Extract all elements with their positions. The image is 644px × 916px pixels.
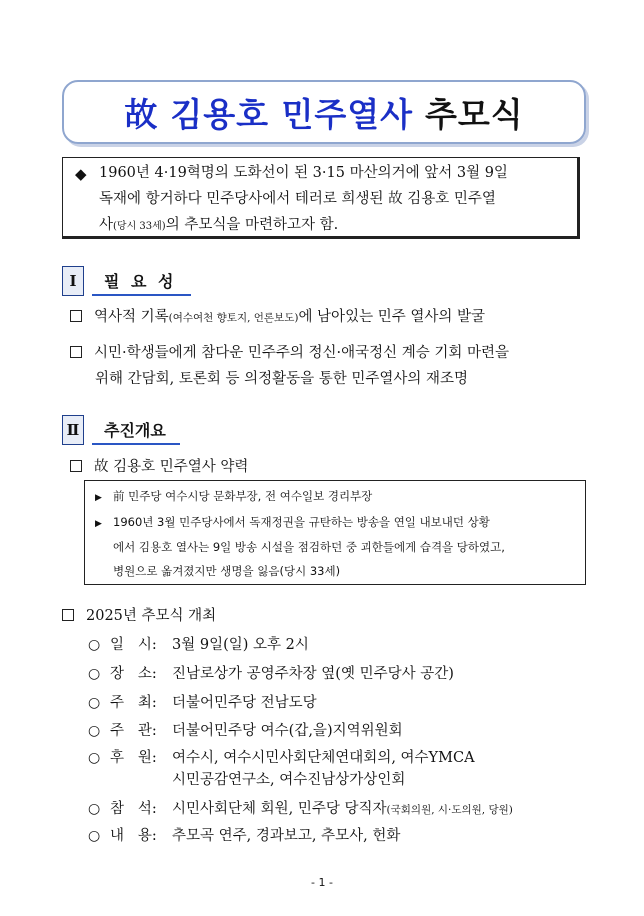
summary-line-3: 사(당시 33세)의 추모식을 마련하고자 함. — [99, 217, 339, 233]
section-2-number: Ⅱ — [62, 415, 84, 445]
circle-icon: ○ — [88, 723, 101, 739]
diamond-icon: ◆ — [75, 165, 87, 183]
circle-icon: ○ — [88, 828, 101, 844]
event-item-sponsor-cont: 시민공감연구소, 여수진남상가상인회 — [172, 772, 406, 788]
checkbox-icon — [70, 346, 82, 358]
document-title — [62, 80, 586, 144]
section-1-header — [62, 266, 191, 296]
event-item-organizer: ○ 주 관: 더불어민주당 여수(갑,을)지역위원회 — [88, 723, 403, 739]
title-name: 김용호 민주열사 — [170, 94, 413, 134]
event-item-date: ○ 일 시: 3월 9일(일) 오후 2시 — [88, 637, 309, 653]
bio-heading: 故 김용호 민주열사 약력 — [70, 455, 248, 476]
circle-icon: ○ — [88, 666, 101, 682]
necessity-item-2: 시민·학생들에게 참다운 민주주의 정신·애국정신 계승 기회 마련을 — [70, 341, 509, 362]
necessity-item-1: 역사적 기록(여수여천 향토지, 언론보도)에 남아있는 민주 열사의 발굴 — [70, 305, 485, 326]
section-2-header — [62, 415, 180, 445]
bio-box — [84, 480, 586, 585]
section-2-title: 추진개요 — [92, 415, 180, 445]
checkbox-icon — [70, 460, 82, 472]
checkbox-icon — [62, 609, 74, 621]
event-heading: 2025년 추모식 개최 — [62, 604, 216, 625]
circle-icon: ○ — [88, 750, 101, 766]
page-number: - 1 - — [311, 876, 333, 889]
event-item-place: ○ 장 소: 진남로상가 공영주차장 옆(옛 민주당사 공간) — [88, 666, 454, 682]
summary-box — [62, 157, 580, 239]
event-item-attendees: ○ 참 석: 시민사회단체 회원, 민주당 당직자(국회의원, 시·도의원, 당원) — [88, 801, 513, 817]
title-suffix: 추모식 — [425, 94, 524, 134]
bio-item-2: ▶ 1960년 3월 민주당사에서 독재정권을 규탄하는 방송을 연일 내보내던 상황 — [95, 511, 579, 537]
summary-line-1: 1960년 4·19혁명의 도화선이 된 3·15 마산의거에 앞서 3월 9일 — [99, 165, 508, 181]
title-prefix: 故 — [124, 94, 159, 134]
event-item-program: ○ 내 용: 추모곡 연주, 경과보고, 추모사, 헌화 — [88, 828, 401, 844]
summary-line-2: 독재에 항거하다 민주당사에서 테러로 희생된 故 김용호 민주열 — [99, 191, 496, 207]
triangle-icon: ▶ — [95, 518, 102, 529]
triangle-icon: ▶ — [95, 493, 102, 503]
bio-item-2-line-2: 에서 김용호 열사는 9일 방송 시설을 점검하던 중 괴한들에게 습격을 당하였고, — [113, 540, 505, 554]
bio-item-2-line-3: 병원으로 옮겨졌지만 생명을 잃음(당시 33세) — [113, 563, 341, 578]
circle-icon: ○ — [88, 695, 101, 711]
event-item-sponsor: ○ 후 원: 여수시, 여수시민사회단체연대회의, 여수YMCA 시민공감연구소, 여수진남상가상인회 — [88, 750, 475, 788]
checkbox-icon — [70, 310, 82, 322]
circle-icon: ○ — [88, 801, 101, 817]
bio-item-1: ▶ 前 민주당 여수시당 문화부장, 전 여수일보 경리부장 — [95, 485, 579, 511]
section-1-title: 필 요 성 — [92, 266, 191, 296]
circle-icon: ○ — [88, 637, 101, 653]
section-1-number: Ⅰ — [62, 266, 84, 296]
event-item-host: ○ 주 최: 더불어민주당 전남도당 — [88, 695, 317, 711]
necessity-item-2-cont: 위해 간담회, 토론회 등 의정활동을 통한 민주열사의 재조명 — [95, 371, 469, 387]
